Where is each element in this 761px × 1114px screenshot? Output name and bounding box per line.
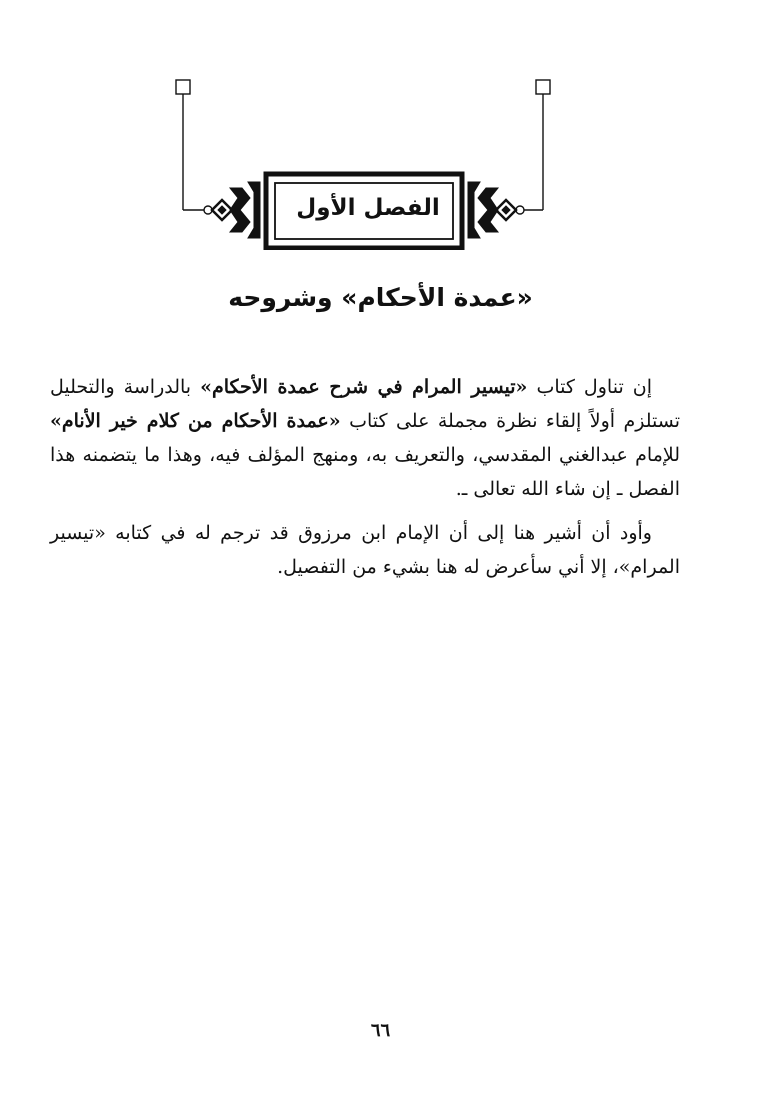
book-title-taysir: «تيسير المرام في شرح عمدة الأحكام» [200,376,528,398]
left-knot-ornament [212,182,260,238]
right-hanger-square [536,80,550,94]
paragraph-1-text: إن تناول كتاب [527,376,652,398]
page-number: ٦٦ [370,1020,391,1041]
book-title-umdah: «عمدة الأحكام من كلام خير الأنام» [50,410,341,432]
paragraph-2 [50,516,680,584]
paragraph-1-text: بالدراسة والتحليل تستلزم أولاً إلقاء نظرة مجملة على كتاب [50,376,680,432]
chapter-title: الفصل الأول [296,195,440,221]
right-knot-ornament [468,182,516,238]
paragraph-2-text: وأود أن أشير هنا إلى أن الإمام ابن مرزوق قد ترجم له في كتابه «تيسير المرام»، إلا أني سأعرض له هنا بشيء من التفصيل. [50,522,680,578]
paragraph-1 [50,370,680,506]
left-hanger-square [176,80,190,94]
section-heading: «عمدة الأحكام» وشروحه [228,283,533,312]
paragraph-1-text: للإمام عبدالغني المقدسي، والتعريف به، ومنهج المؤلف فيه، وهذا ما يتضمنه هذا الفصل ـ إن شاء الله تعالى ـ. [50,444,680,500]
